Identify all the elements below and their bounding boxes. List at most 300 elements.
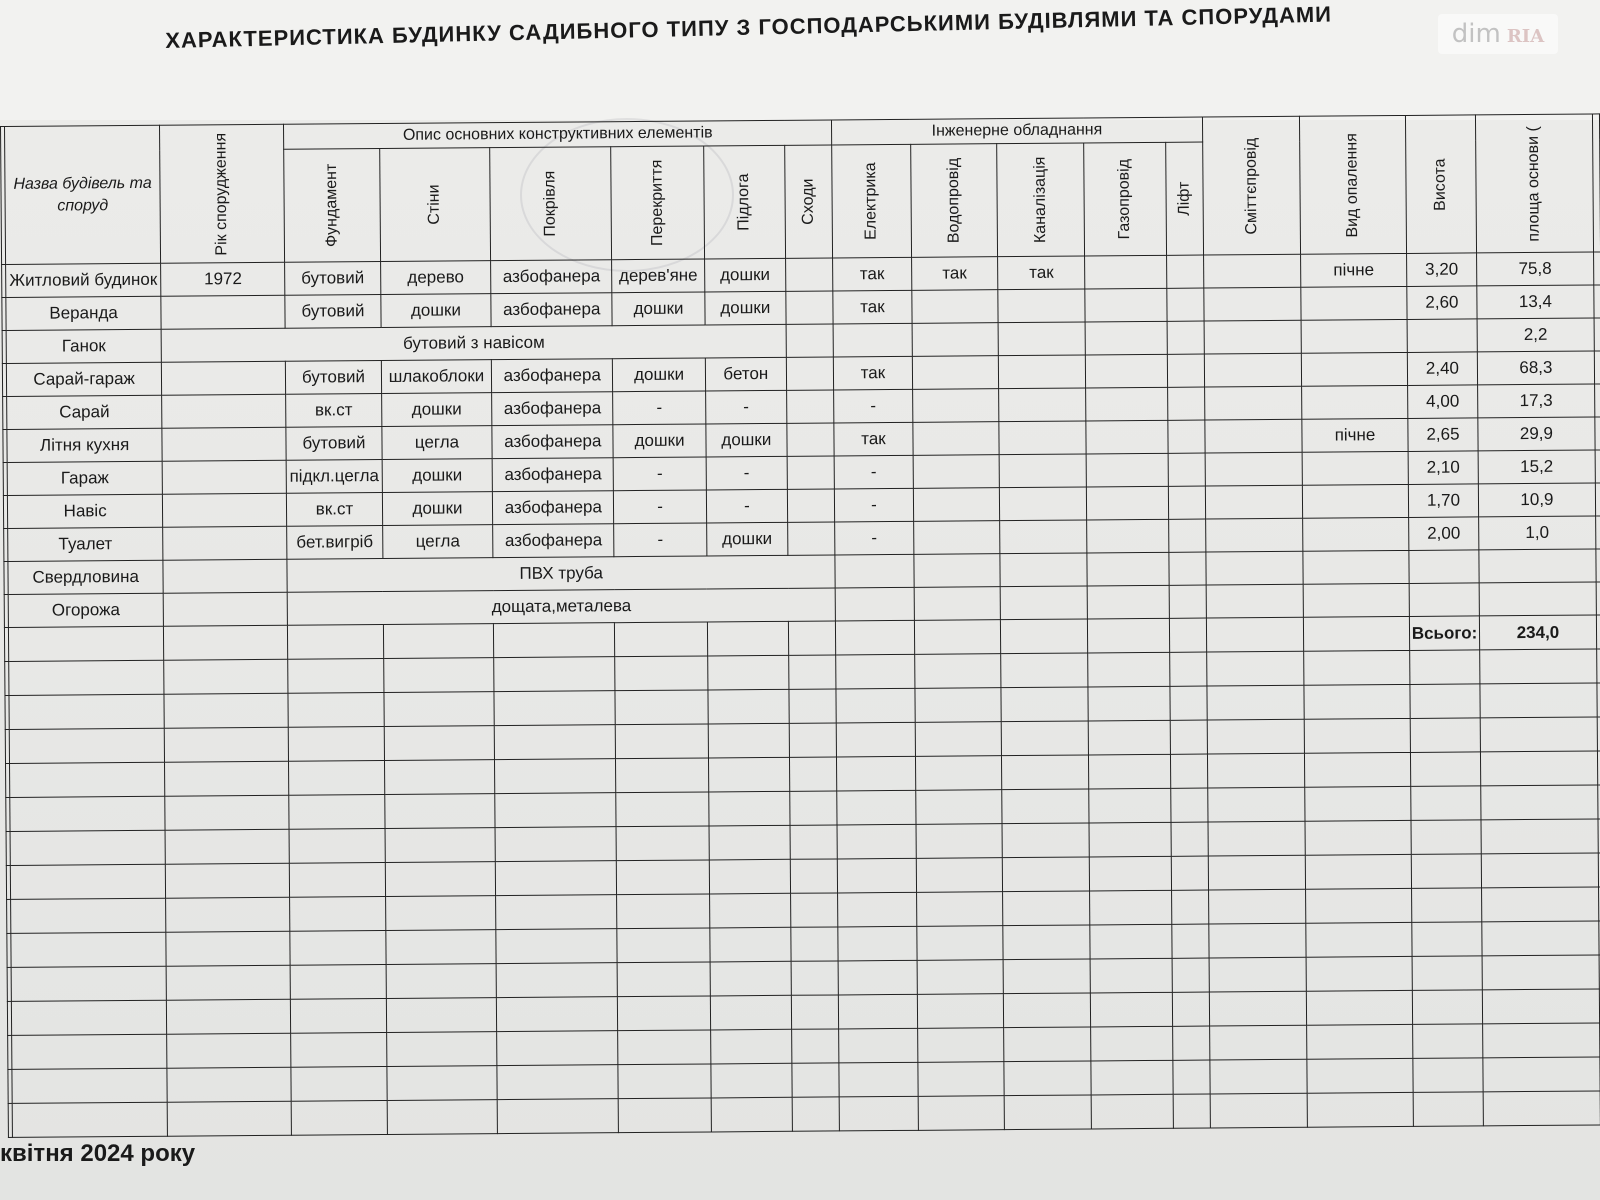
blank-cell <box>710 961 792 996</box>
blank-cell <box>288 693 384 728</box>
roof-cell: азбофанера <box>493 524 615 558</box>
blank-cell <box>1004 1027 1092 1062</box>
ceiling-cell: - <box>614 523 707 557</box>
blank-cell <box>1480 649 1597 684</box>
blank-cell <box>496 963 618 998</box>
blank-cell <box>918 1062 1005 1097</box>
blank-cell <box>615 690 708 725</box>
blank-cell <box>915 688 1002 723</box>
blank-cell <box>791 893 838 927</box>
foundation-column-header <box>284 149 381 263</box>
blank-cell <box>167 999 291 1034</box>
blank-cell <box>789 723 836 757</box>
blank-cell <box>838 892 917 927</box>
total-label: Всього: <box>1409 616 1480 651</box>
blank-cell <box>1306 888 1412 923</box>
blank-cell <box>792 1029 839 1063</box>
electric-cell <box>835 554 914 588</box>
blank-cell <box>1091 992 1173 1027</box>
year-header-text: Рік спорудження <box>212 132 231 256</box>
trash-column-header <box>1202 116 1301 255</box>
blank-cell <box>1000 619 1088 654</box>
blank-cell <box>1305 786 1411 821</box>
building-name-cell: Огорожа <box>8 593 164 627</box>
blank-cell <box>1004 1061 1092 1096</box>
area-cell: 29,9 <box>1478 417 1595 451</box>
floor-cell: - <box>705 390 787 424</box>
blank-cell <box>617 928 710 963</box>
blank-cell <box>12 1102 168 1137</box>
blank-cell <box>1206 617 1304 652</box>
blank-cell <box>288 625 384 660</box>
year-cell <box>163 559 287 593</box>
blank-cell <box>837 790 916 825</box>
electric-cell: так <box>834 422 913 456</box>
heating-cell <box>1303 484 1409 518</box>
blank-cell <box>1481 819 1598 854</box>
blank-cell <box>166 863 290 898</box>
blank-cell <box>387 1100 498 1135</box>
blank-cell <box>1409 650 1480 685</box>
height-cell: 2,60 <box>1407 286 1478 320</box>
foundation-cell: вк.ст <box>287 493 383 527</box>
year-column-header <box>160 124 285 263</box>
height-cell: 2,00 <box>1408 517 1479 551</box>
total-value: 234,0 <box>1480 615 1597 650</box>
blank-cell <box>495 861 617 896</box>
building-name-cell: Сарай-гараж <box>6 362 162 396</box>
blank-cell <box>619 1098 712 1133</box>
right-edge-cell <box>1594 351 1600 384</box>
trash-header-text: Сміттєпровід <box>1242 137 1260 235</box>
area-cell: 10,9 <box>1479 483 1596 517</box>
area-cell: 75,8 <box>1477 252 1594 286</box>
blank-cell <box>788 621 835 655</box>
lift-cell <box>1168 453 1205 486</box>
sewer-cell <box>999 454 1087 488</box>
blank-cell <box>10 898 166 933</box>
water-cell <box>912 290 999 324</box>
right-edge-cell <box>1594 384 1600 417</box>
blank-cell <box>915 722 1002 757</box>
blank-cell <box>1208 855 1306 890</box>
blank-cell <box>10 864 166 899</box>
blank-cell <box>164 659 288 694</box>
blank-cell <box>617 860 710 895</box>
water-cell <box>912 356 999 390</box>
blank-cell <box>1305 752 1411 787</box>
blank-cell <box>10 830 166 865</box>
electric-cell: так <box>833 257 912 291</box>
lift-cell <box>1168 420 1205 453</box>
blank-cell <box>1172 958 1209 992</box>
blank-cell <box>1207 719 1305 754</box>
electric-cell: - <box>834 389 913 423</box>
blank-cell <box>789 655 836 689</box>
blank-cell <box>836 620 915 655</box>
blank-cell <box>839 1096 918 1131</box>
trash-cell <box>1204 320 1302 354</box>
lift-cell <box>1166 255 1203 288</box>
blank-cell <box>1307 1092 1413 1127</box>
blank-cell <box>386 998 497 1033</box>
blank-cell <box>1002 823 1090 858</box>
right-edge-cell <box>1593 252 1600 285</box>
heating-cell: пічне <box>1302 418 1408 452</box>
blank-cell <box>497 1099 619 1134</box>
blank-cell <box>1171 822 1208 856</box>
blank-cell <box>1089 754 1171 789</box>
blank-cell <box>289 761 385 796</box>
blank-cell <box>709 825 791 860</box>
year-cell <box>164 592 288 626</box>
blank-cell <box>615 622 708 657</box>
trash-cell <box>1205 452 1303 486</box>
electric-cell: - <box>834 455 913 489</box>
stairs-cell <box>787 390 834 423</box>
blank-cell <box>1410 752 1481 787</box>
blank-cell <box>1410 786 1481 821</box>
blank-cell <box>386 930 497 965</box>
heating-cell: пічне <box>1301 253 1407 287</box>
walls-column-header <box>380 148 491 262</box>
blank-cell <box>384 760 495 795</box>
blank-cell <box>10 796 166 831</box>
blank-cell <box>385 862 496 897</box>
blank-cell <box>1411 888 1482 923</box>
blank-cell <box>790 791 837 825</box>
blank-cell <box>710 927 792 962</box>
blank-cell <box>1001 687 1089 722</box>
roof-cell: азбофанера <box>491 359 613 393</box>
blank-cell <box>618 996 711 1031</box>
blank-cell <box>1172 924 1209 958</box>
blank-cell <box>167 1067 291 1102</box>
blank-cell <box>1304 684 1410 719</box>
blank-cell <box>618 1030 711 1065</box>
height-cell: 2,40 <box>1407 352 1478 386</box>
ceiling-cell: - <box>614 490 707 524</box>
blank-cell <box>384 658 495 693</box>
sewer-cell: так <box>998 256 1086 290</box>
roof-header-text: Покрівля <box>541 170 560 237</box>
blank-cell <box>1483 1091 1600 1126</box>
walls-cell: дошки <box>381 294 492 328</box>
gas-cell <box>1086 387 1168 421</box>
blank-cell <box>385 828 496 863</box>
blank-cell <box>1412 990 1483 1025</box>
electric-cell <box>835 587 914 621</box>
water-cell <box>913 422 1000 456</box>
blank-cell <box>1206 651 1304 686</box>
blank-cell <box>1412 1024 1483 1059</box>
blank-cell <box>917 926 1004 961</box>
blank-cell <box>1481 853 1598 888</box>
blank-cell <box>709 859 791 894</box>
blank-cell <box>1483 1023 1600 1058</box>
blank-cell <box>166 931 290 966</box>
blank-cell <box>1481 785 1598 820</box>
blank-cell <box>1171 856 1208 890</box>
year-cell <box>163 526 287 560</box>
stairs-header-text: Сходи <box>799 178 817 225</box>
blank-cell <box>1413 1058 1484 1093</box>
blank-cell <box>384 692 495 727</box>
blank-cell <box>1170 686 1207 720</box>
electric-cell: - <box>835 521 914 555</box>
area-header-text: площа основи ( <box>1524 125 1543 242</box>
gas-cell <box>1085 255 1167 289</box>
blank-cell <box>1004 1095 1092 1130</box>
blank-cell <box>167 965 291 1000</box>
ceiling-column-header <box>611 146 704 260</box>
blank-cell <box>1002 789 1090 824</box>
blank-cell <box>384 726 495 761</box>
blank-cell <box>496 895 618 930</box>
roof-cell: азбофанера <box>491 260 613 294</box>
blank-cell <box>383 624 494 659</box>
blank-cell <box>1173 1060 1210 1094</box>
electric-column-header <box>832 144 911 258</box>
blank-cell <box>1480 717 1597 752</box>
blank-cell <box>790 825 837 859</box>
building-name-cell: Навіс <box>7 494 163 528</box>
building-name-cell: Веранда <box>6 296 162 330</box>
ceiling-cell: дерев'яне <box>612 259 705 293</box>
blank-cell <box>166 897 290 932</box>
water-column-header <box>910 144 997 258</box>
blank-cell <box>1208 821 1306 856</box>
stairs-cell <box>788 522 835 555</box>
electric-cell: так <box>833 290 912 324</box>
blank-cell <box>9 728 165 763</box>
year-cell <box>162 361 286 395</box>
gas-cell <box>1086 354 1168 388</box>
area-cell: 68,3 <box>1478 351 1595 385</box>
year-cell <box>161 295 285 329</box>
height-header-text: Висота <box>1431 157 1450 211</box>
trash-cell <box>1206 584 1304 618</box>
building-name-cell: Літня кухня <box>7 428 163 462</box>
blank-cell <box>711 1097 793 1132</box>
ceiling-cell: дошки <box>613 424 706 458</box>
characteristics-table <box>0 113 1600 1138</box>
sewer-cell <box>1000 520 1088 554</box>
electric-cell: так <box>834 356 913 390</box>
walls-cell: дошки <box>381 393 492 427</box>
sewer-cell <box>999 421 1087 455</box>
electric-header-text: Електрика <box>862 162 880 240</box>
gas-cell <box>1086 420 1168 454</box>
blank-cell <box>1001 721 1089 756</box>
gas-cell <box>1085 288 1167 322</box>
blank-cell <box>792 1063 839 1097</box>
stairs-cell <box>787 489 834 522</box>
blank-cell <box>11 966 167 1001</box>
walls-cell: цегла <box>382 426 493 460</box>
water-cell <box>913 488 1000 522</box>
ceiling-header-text: Перекриття <box>648 159 667 247</box>
trash-cell <box>1203 287 1301 321</box>
roof-column-header <box>490 147 612 261</box>
blank-cell <box>1483 1057 1600 1092</box>
floor-cell: дошки <box>704 258 786 292</box>
floor-cell: дошки <box>705 291 787 325</box>
document-title: ХАРАКТЕРИСТИКА БУДИНКУ САДИБНОГО ТИПУ З ГОСПОДАРСЬКИМИ БУДІВЛЯМИ ТА СПОРУДАМИ <box>165 1 1333 53</box>
blank-cell <box>9 762 165 797</box>
blank-cell <box>1170 652 1207 686</box>
floor-cell: дошки <box>706 522 788 556</box>
blank-cell <box>1001 755 1089 790</box>
trash-cell <box>1205 518 1303 552</box>
blank-cell <box>1481 751 1598 786</box>
area-cell: 2,2 <box>1477 318 1594 352</box>
blank-cell <box>1172 1026 1209 1060</box>
blank-cell <box>497 1031 619 1066</box>
ceiling-cell: дошки <box>612 292 705 326</box>
blank-cell <box>1171 890 1208 924</box>
blank-cell <box>1305 820 1411 855</box>
blank-cell <box>617 894 710 929</box>
blank-cell <box>1171 788 1208 822</box>
height-cell: 2,10 <box>1408 451 1479 485</box>
blank-cell <box>165 795 289 830</box>
blank-cell <box>710 995 792 1030</box>
blank-cell <box>494 691 616 726</box>
year-cell <box>163 460 287 494</box>
document-date-footer: квітня 2024 року <box>0 1140 196 1167</box>
blank-cell <box>836 722 915 757</box>
blank-cell <box>289 828 385 863</box>
blank-cell <box>1209 1025 1307 1060</box>
blank-cell <box>386 964 497 999</box>
blank-cell <box>1090 856 1172 891</box>
blank-cell <box>167 1033 291 1068</box>
blank-cell <box>838 960 917 995</box>
blank-cell <box>1305 718 1411 753</box>
roof-cell: азбофанера <box>491 293 613 327</box>
blank-cell <box>1090 924 1172 959</box>
blank-cell <box>496 929 618 964</box>
blank-cell <box>1003 959 1091 994</box>
trash-cell <box>1204 419 1302 453</box>
blank-cell <box>710 1029 792 1064</box>
blank-cell <box>707 655 789 690</box>
building-name-cell: Сарай <box>6 395 162 429</box>
electric-cell: - <box>835 488 914 522</box>
height-cell: 3,20 <box>1406 253 1477 287</box>
blank-cell <box>1088 618 1170 653</box>
foundation-header-text: Фундамент <box>322 163 341 248</box>
blank-cell <box>291 1100 387 1135</box>
right-edge-cell <box>1596 549 1600 582</box>
blank-cell <box>494 657 616 692</box>
right-edge-cell <box>1596 582 1600 615</box>
ceiling-cell: - <box>613 391 706 425</box>
building-name-cell: Гараж <box>7 461 163 495</box>
blank-cell <box>791 995 838 1029</box>
blank-cell <box>165 727 289 762</box>
foundation-cell: підкл.цегла <box>286 460 382 494</box>
blank-cell <box>1092 1094 1174 1129</box>
stairs-cell <box>786 357 833 390</box>
blank-cell <box>1206 685 1304 720</box>
engineering-group-header: Інженерне обладнання <box>832 117 1203 145</box>
blank-cell <box>1483 989 1600 1024</box>
name-header-text: Назва будівель та споруд <box>13 174 152 215</box>
right-edge-cell <box>1594 417 1600 450</box>
heating-cell <box>1303 583 1409 617</box>
blank-cell <box>1089 788 1171 823</box>
trash-cell <box>1204 386 1302 420</box>
sewer-cell <box>998 289 1086 323</box>
blank-cell <box>707 621 789 656</box>
merged-description-cell: ПВХ труба <box>287 555 835 592</box>
roof-cell: азбофанера <box>492 392 614 426</box>
blank-cell <box>1173 1094 1210 1128</box>
lift-cell <box>1167 354 1204 387</box>
area-cell <box>1479 549 1596 583</box>
blank-cell <box>618 962 711 997</box>
blank-cell <box>1089 720 1171 755</box>
building-name-cell: Ганок <box>6 329 162 363</box>
blank-cell <box>494 623 616 658</box>
watermark-ria-text: RIA <box>1506 26 1545 47</box>
sewer-cell <box>998 355 1086 389</box>
sewer-cell <box>999 388 1087 422</box>
floor-cell: бетон <box>705 357 787 391</box>
blank-cell <box>1003 993 1091 1028</box>
stairs-cell <box>786 291 833 324</box>
blank-cell <box>1090 890 1172 925</box>
blank-cell <box>385 896 496 931</box>
right-edge-header <box>1592 114 1600 252</box>
blank-cell <box>497 1065 619 1100</box>
foundation-cell: бутовий <box>285 262 381 296</box>
walls-cell: шлакоблоки <box>381 360 492 394</box>
blank-cell <box>288 727 384 762</box>
walls-cell: дошки <box>382 492 493 526</box>
lift-cell <box>1169 585 1206 618</box>
area-cell: 1,0 <box>1479 516 1596 550</box>
blank-cell <box>837 824 916 859</box>
blank-cell <box>1304 616 1410 651</box>
stairs-cell <box>787 423 834 456</box>
blank-cell <box>11 932 167 967</box>
walls-header-text: Стіни <box>425 184 444 225</box>
area-cell: 13,4 <box>1477 285 1594 319</box>
blank-cell <box>494 725 616 760</box>
foundation-cell: бет.вигріб <box>287 526 383 560</box>
height-cell <box>1407 319 1478 353</box>
floor-header-text: Підлога <box>735 173 753 231</box>
walls-cell: цегла <box>382 525 493 559</box>
blank-cell <box>288 659 384 694</box>
floor-cell: дошки <box>706 423 788 457</box>
blank-cell <box>1306 922 1412 957</box>
blank-cell <box>1091 958 1173 993</box>
heating-cell <box>1301 286 1407 320</box>
blank-cell <box>916 892 1003 927</box>
blank-cell <box>917 994 1004 1029</box>
blank-cell <box>1001 653 1089 688</box>
blank-cell <box>1207 787 1305 822</box>
blank-cell <box>386 1032 497 1067</box>
sewer-cell <box>1000 586 1088 620</box>
lift-cell <box>1169 519 1206 552</box>
blank-cell <box>618 1064 711 1099</box>
blank-cell <box>1304 650 1410 685</box>
